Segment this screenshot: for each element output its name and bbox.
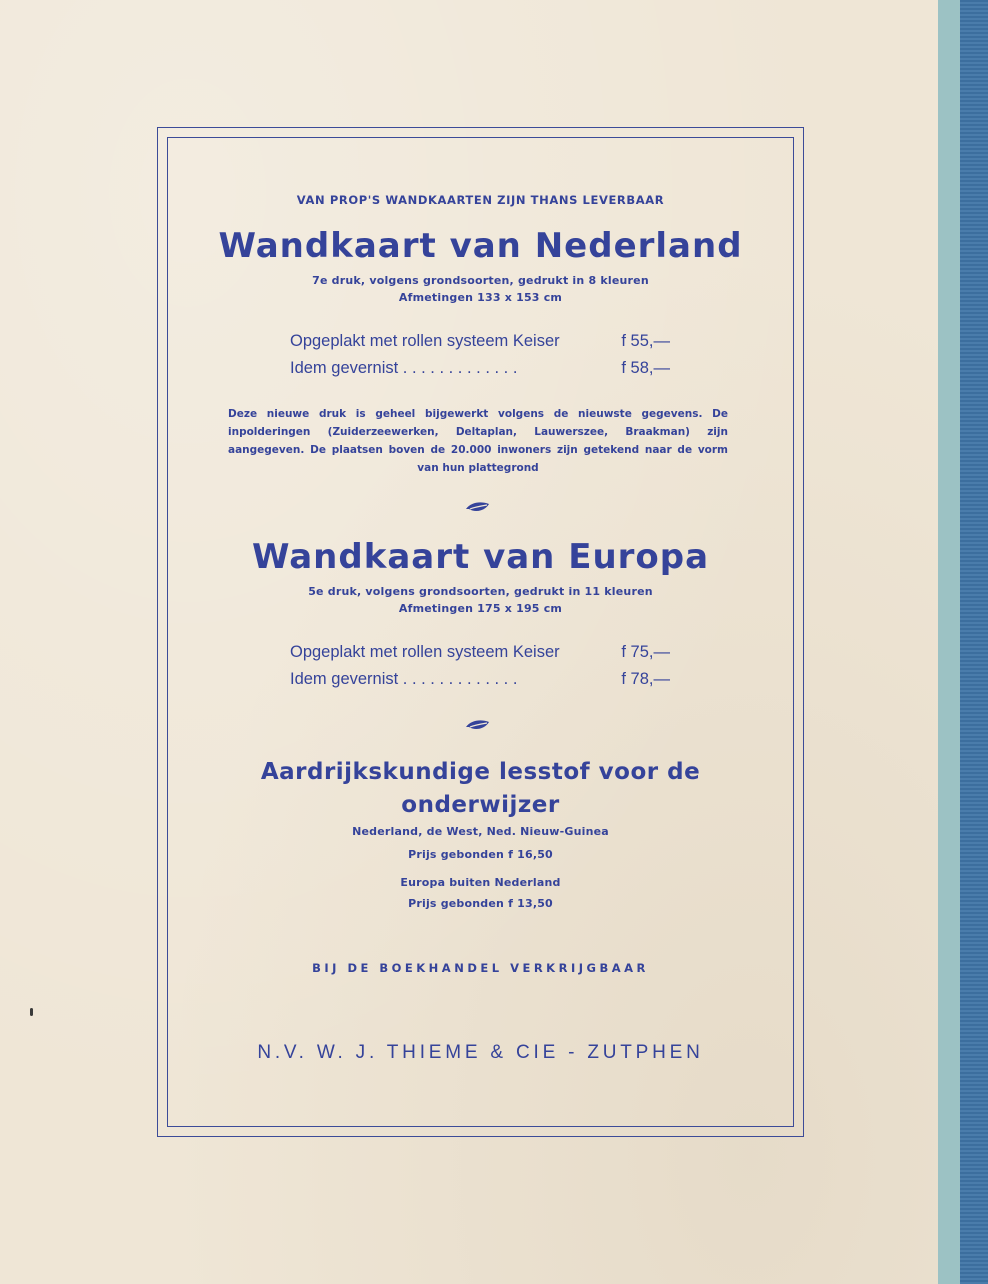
nederland-description: Deze nieuwe druk is geheel bijgewerkt volgens de nieuwste gegevens. De inpolderingen (Zuiderzeewerken, Deltaplan, Lauwerszee, Braakman) zijn aangegeven. De plaatsen boven de 20.000 inwoners zijn getekend naar de vorm van hun plattegrond (228, 408, 728, 474)
nederland-price-row (290, 359, 670, 378)
europa-title: Wandkaart van Europa (251, 537, 710, 577)
europa-price-row (290, 643, 670, 662)
paper-speck (30, 1008, 33, 1016)
nederland-price-row (290, 332, 670, 351)
availability-heading: VAN PROP'S WANDKAARTEN ZIJN THANS LEVERBAAR (296, 193, 665, 207)
nederland-dimensions: Afmetingen 133 x 153 cm (398, 291, 563, 304)
price-value: f 78,— (621, 670, 670, 688)
book-spine-edge (938, 0, 960, 1284)
europa-edition: 5e druk, volgens grondsoorten, gedrukt in 11 kleuren (308, 585, 653, 598)
leaf-ornament-icon (465, 500, 491, 514)
price-label: Opgeplakt met rollen systeem Keiser (290, 332, 560, 350)
price-value: f 55,— (621, 332, 670, 350)
lesstof-title-line1: Aardrijkskundige lesstof voor de (260, 759, 701, 785)
lesstof-part1-subject: Nederland, de West, Ned. Nieuw-Guinea (352, 825, 609, 838)
lesstof-part1-price: Prijs gebonden f 16,50 (408, 848, 553, 861)
nederland-edition: 7e druk, volgens grondsoorten, gedrukt in 8 kleuren (312, 274, 649, 287)
bookshop-availability: BIJ DE BOEKHANDEL VERKRIJGBAAR (312, 961, 649, 975)
europa-price-row (290, 670, 670, 689)
lesstof-part2-subject: Europa buiten Nederland (400, 876, 561, 889)
price-value: f 58,— (621, 359, 670, 377)
price-value: f 75,— (621, 643, 670, 661)
lesstof-part2-price: Prijs gebonden f 13,50 (408, 897, 553, 910)
lesstof-title-line2: onderwijzer (401, 792, 560, 818)
price-label: Idem gevernist . . . . . . . . . . . . . (290, 670, 518, 688)
leaf-ornament-icon (465, 718, 491, 732)
publisher-name: N.V. W. J. THIEME & CIE - ZUTPHEN (257, 1042, 704, 1063)
price-label: Opgeplakt met rollen systeem Keiser (290, 643, 560, 661)
europa-dimensions: Afmetingen 175 x 195 cm (398, 602, 563, 615)
price-label: Idem gevernist . . . . . . . . . . . . . (290, 359, 518, 377)
nederland-title: Wandkaart van Nederland (218, 226, 743, 266)
book-spine-cloth (960, 0, 988, 1284)
